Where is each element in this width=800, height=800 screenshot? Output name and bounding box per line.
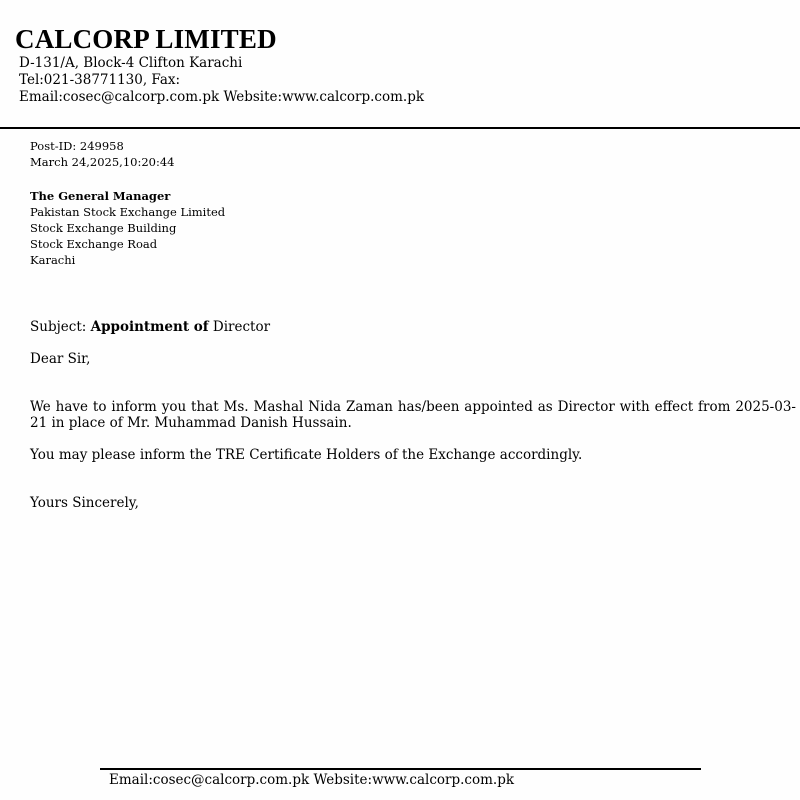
post-id: Post-ID: 249958 [30, 139, 124, 153]
closing: Yours Sincerely, [30, 495, 139, 511]
body-paragraph: We have to inform you that Ms. Mashal Nida Zaman has/been appointed as Director with effect from 2025-03-21 in place of Mr. Muhammad Danish Hussain. [30, 399, 796, 431]
company-email-website: Email:cosec@calcorp.com.pk Website:www.calcorp.com.pk [19, 89, 425, 105]
body-paragraph: You may please inform the TRE Certificate Holders of the Exchange accordingly. [30, 447, 583, 463]
subject-rest: Director [212, 319, 271, 335]
post-date: March 24,2025,10:20:44 [30, 155, 175, 169]
recipient-block [30, 188, 225, 268]
subject-bold: Appointment of [90, 319, 209, 335]
recipient-title: The General Manager [30, 189, 171, 203]
company-address: D-131/A, Block-4 Clifton Karachi [19, 55, 243, 71]
footer-divider [100, 768, 701, 770]
recipient-line: Karachi [30, 253, 76, 267]
recipient-line: Pakistan Stock Exchange Limited [30, 205, 226, 219]
subject-line [30, 319, 270, 335]
footer-email-website: Email:cosec@calcorp.com.pk Website:www.calcorp.com.pk [109, 772, 515, 788]
salutation: Dear Sir, [30, 351, 91, 367]
header-divider [0, 127, 800, 129]
recipient-line: Stock Exchange Building [30, 221, 177, 235]
company-name: CALCORP LIMITED [15, 24, 277, 54]
subject-prefix: Subject: [30, 319, 87, 335]
company-tel-fax: Tel:021-38771130, Fax: [19, 72, 181, 88]
recipient-line: Stock Exchange Road [30, 237, 158, 251]
